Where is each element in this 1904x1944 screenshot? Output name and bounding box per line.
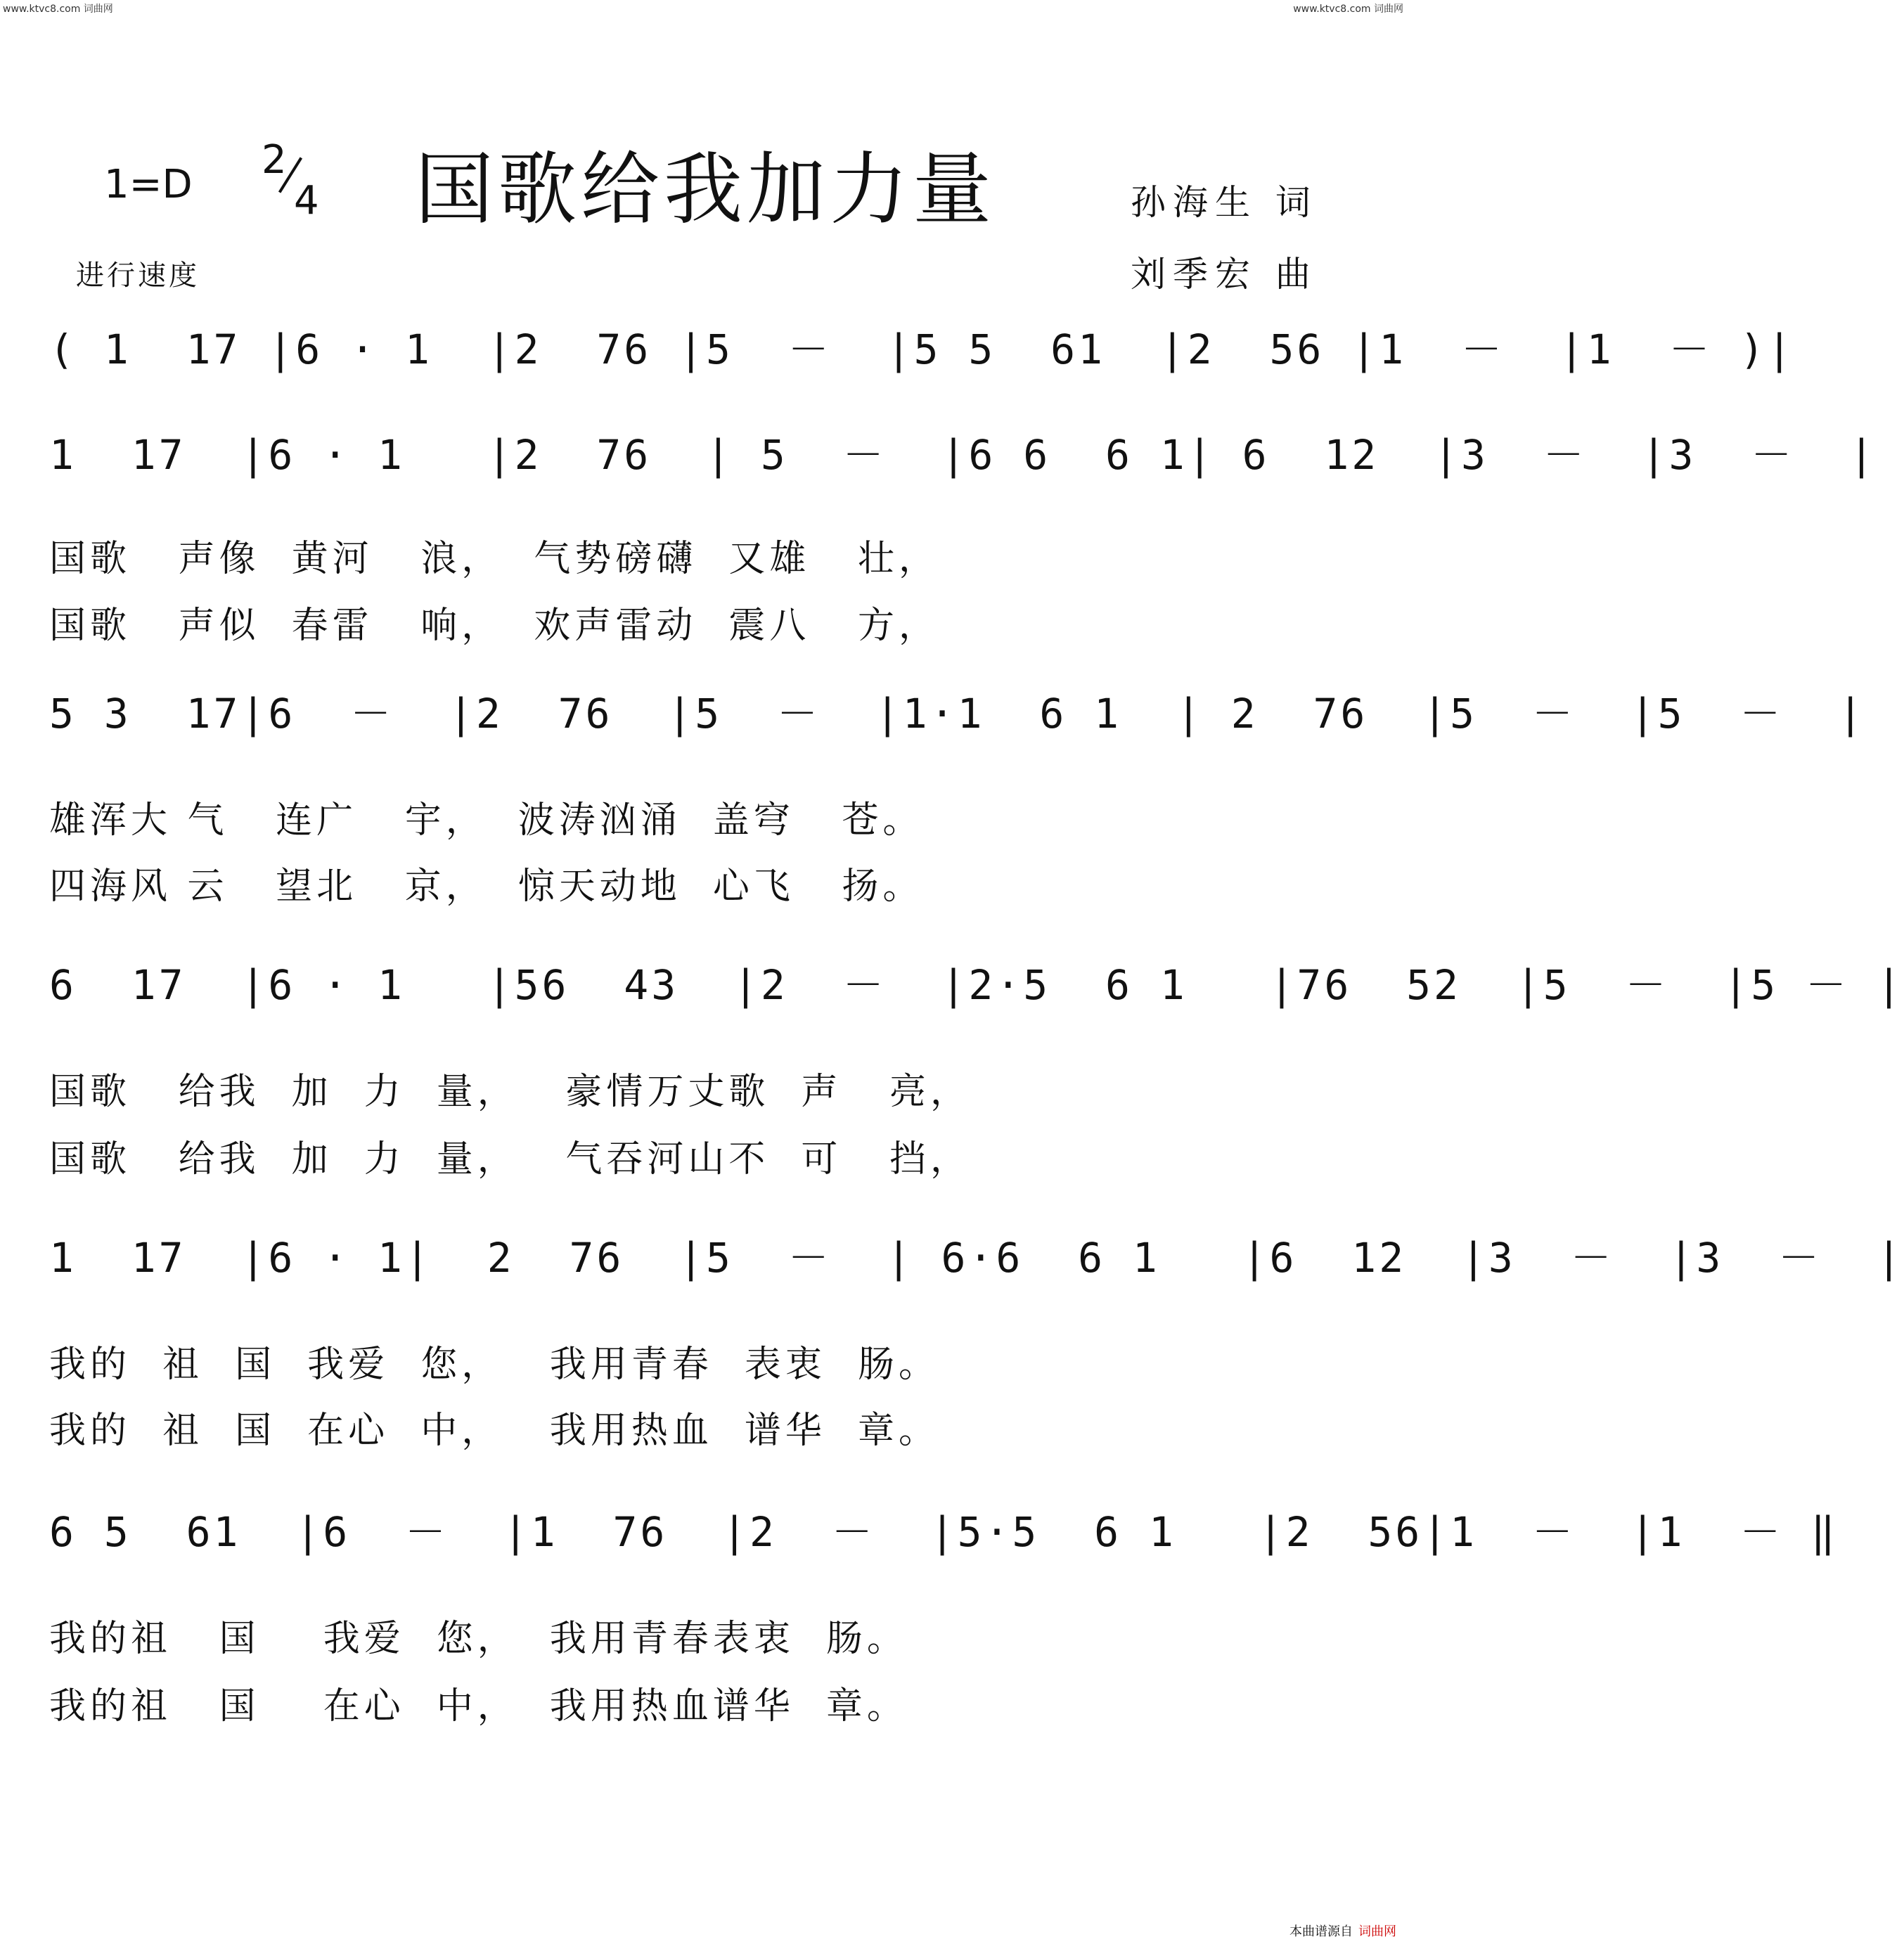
watermark-left: www.ktvc8.com 词曲网 bbox=[3, 4, 113, 15]
footer-source bbox=[1289, 1922, 1396, 1940]
lyric-line: 国歌 声似 春雷 响， 欢声雷动 震八 方， bbox=[49, 605, 939, 647]
notation-line-5: 1 17 |6 · 1| 2 76 |5 － | 6·6 6 1 |6 12 |3 － |3 － | bbox=[49, 1234, 1904, 1282]
notation-line-1: ( 1 17 |6 · 1 |2 76 |5 － |5 5 61 |2 56 |1 － |1 － )| bbox=[49, 326, 1795, 373]
lyric-line: 我的祖 国 在心 中， 我用热血谱华 章。 bbox=[49, 1685, 908, 1727]
composer-credit: 刘季宏 曲 bbox=[1131, 254, 1318, 295]
lyric-line: 四海风 云 望北 京， 惊天动地 心飞 扬。 bbox=[49, 865, 924, 908]
time-signature-bottom: 4 bbox=[294, 178, 319, 224]
lyric-line: 我的 祖 国 我爱 您， 我用青春 表衷 肠。 bbox=[49, 1344, 939, 1386]
footer-brand[interactable]: 词曲网 bbox=[1358, 1924, 1396, 1939]
lyricist-credit: 孙海生 词 bbox=[1131, 182, 1318, 223]
lyric-line: 我的 祖 国 在心 中， 我用热血 谱华 章。 bbox=[49, 1410, 939, 1452]
watermark-right: www.ktvc8.com 词曲网 bbox=[1293, 4, 1403, 15]
lyric-line: 雄浑大 气 连广 宇， 波涛汹涌 盖穹 苍。 bbox=[49, 799, 924, 842]
tempo-marking: 进行速度 bbox=[76, 259, 200, 292]
time-signature bbox=[260, 137, 323, 224]
notation-line-3: 5 3 17|6 － |2 76 |5 － |1·1 6 1 | 2 76 |5 － |5 － | bbox=[49, 690, 1866, 738]
song-title: 国歌给我加力量 bbox=[415, 144, 996, 236]
lyric-line: 我的祖 国 我爱 您， 我用青春表衷 肠。 bbox=[49, 1618, 908, 1660]
key-signature: 1=D bbox=[104, 162, 193, 207]
notation-line-2: 1 17 |6 · 1 |2 76 | 5 － |6 6 6 1| 6 12 |3 － |3 － | bbox=[49, 431, 1877, 479]
lyric-line: 国歌 声像 黄河 浪， 气势磅礴 又雄 壮， bbox=[49, 538, 939, 580]
time-signature-top: 2 bbox=[262, 137, 287, 183]
lyric-line: 国歌 给我 加 力 量， 豪情万丈歌 声 亮， bbox=[49, 1071, 971, 1113]
notation-line-4: 6 17 |6 · 1 |56 43 |2 － |2·5 6 1 |76 52 |5 － |5 － | bbox=[49, 961, 1904, 1009]
notation-line-6: 6 5 61 |6 － |1 76 |2 － |5·5 6 1 |2 56|1 － |1 － ‖ bbox=[49, 1508, 1839, 1556]
footer-text: 本曲谱源自 bbox=[1289, 1924, 1353, 1939]
lyric-line: 国歌 给我 加 力 量， 气吞河山不 可 挡， bbox=[49, 1138, 971, 1180]
